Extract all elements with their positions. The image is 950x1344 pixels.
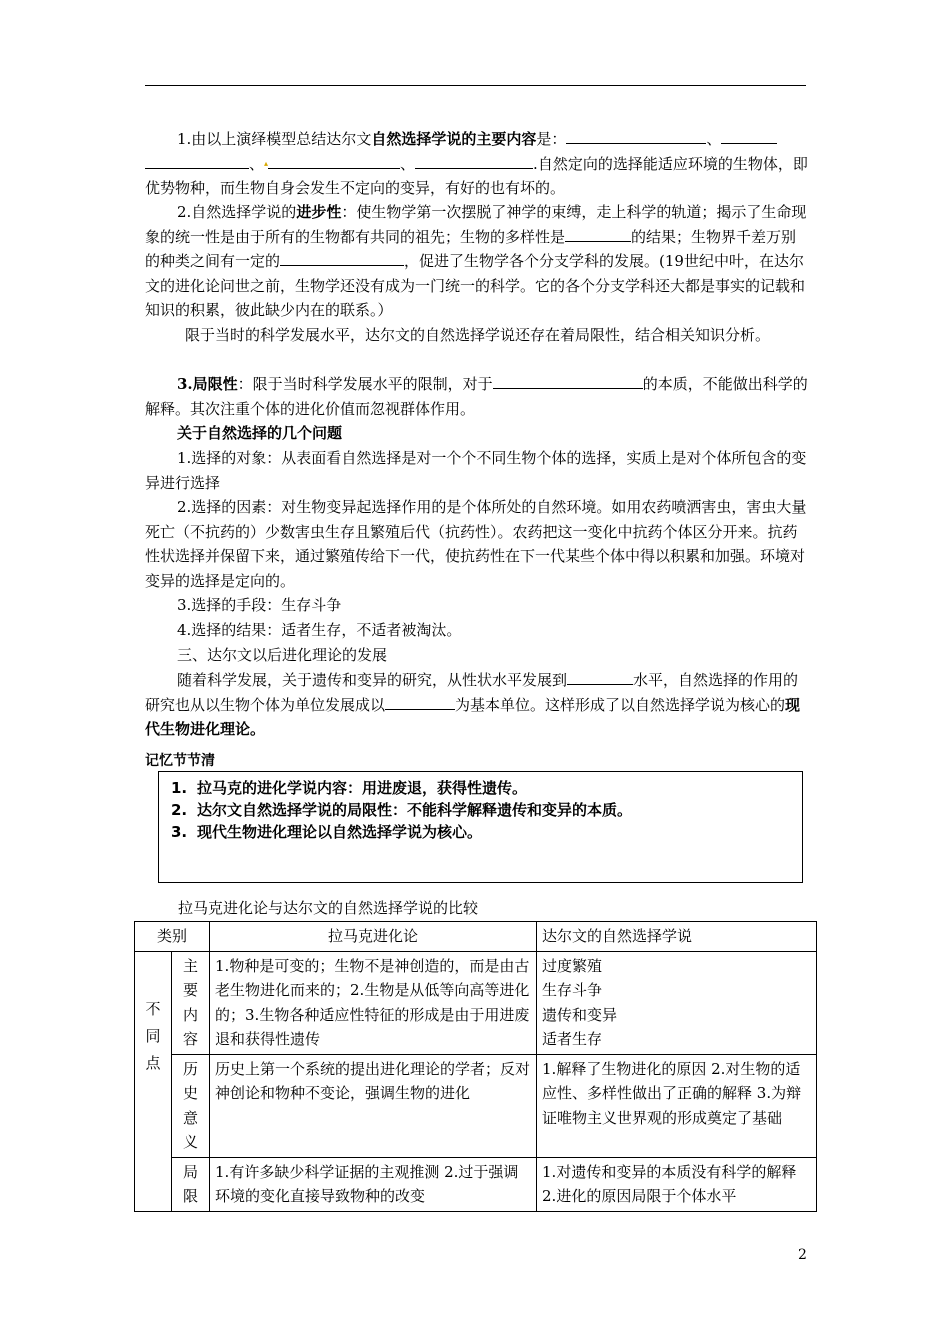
- memo-text: 现代生物进化理论以自然选择学说为核心。: [197, 823, 483, 841]
- darwin-point: 生存斗争: [542, 981, 603, 999]
- page-number: 2: [798, 1247, 807, 1263]
- paragraph-limitation-intro: 限于当时的科学发展水平，达尔文的自然选择学说还存在着局限性，结合相关知识分析。: [185, 326, 771, 344]
- darwin-cell: 1.对遗传和变异的本质没有科学的解释 2.进化的原因局限于个体水平: [537, 1157, 817, 1211]
- text: 的结果；生物界千差万别的种类之间有一定的: [145, 227, 797, 270]
- bold-text: 自然选择学说的主要内容: [371, 130, 537, 148]
- memo-number: 3.: [171, 823, 188, 841]
- section-title: 关于自然选择的几个问题: [177, 424, 343, 442]
- lamarck-cell: 1.有许多缺少科学证据的主观推测 2.过于强调环境的变化直接导致物种的改变: [210, 1157, 537, 1211]
- darwin-point: 适者生存: [542, 1030, 603, 1048]
- row-label-cell: [172, 1157, 210, 1211]
- header-darwin: 达尔文的自然选择学说: [537, 922, 817, 952]
- answer-blank[interactable]: [280, 251, 404, 266]
- text: 、: [249, 154, 265, 173]
- table-row: [135, 951, 817, 1054]
- text: ，促进了生物学各个分支学科的发展。(19世纪中叶，在达尔文的进化论问世之前，生物学还没有成为一门统一的科学。它的各个分支学科还大都是事实的记载和知识的积累，彼此缺少内在的联系。）: [145, 252, 806, 319]
- bold-text: 现代生物进化理论。: [145, 695, 801, 738]
- bold-text: 3.局限性: [177, 375, 238, 393]
- group-label-cell: [135, 951, 172, 1211]
- darwin-point: 过度繁殖: [542, 956, 603, 975]
- darwin-cell: 1.解释了生物进化的原因 2.对生物的适应性、多样性做出了正确的解释 3.为辩证唯物主义世界观的形成奠定了基础: [537, 1054, 817, 1157]
- text: 、: [400, 154, 416, 173]
- answer-blank[interactable]: [566, 129, 706, 144]
- list-item: 3.选择的手段：生存斗争: [177, 596, 342, 614]
- list-item: 2.选择的因素：对生物变异起选择作用的是个体所处的自然环境。如用农药喷洒害虫，害虫大量死亡（不抗药的）少数害虫生存且繁殖后代（抗药性）。农药把这一变化中抗药个体区分开来。抗药性状选择并保留下来，通过繁殖传给下一代，使抗药性在下一代某些个体中得以积累和加强。环境对变异的选择是定向的。: [145, 498, 807, 590]
- text: 随着科学发展，关于遗传和变异的研究，从性状水平发展到: [177, 671, 568, 689]
- lamarck-cell: 1.物种是可变的；生物不是神创造的，而是由古老生物进化而来的；2.生物是从低等向高等进化的；3.生物各种适应性特征的形成是由于用进废退和获得性遗传: [210, 951, 537, 1054]
- text: 为基本单位。这样形成了以自然选择学说为核心的: [455, 695, 786, 714]
- memo-item: [171, 777, 802, 799]
- paragraph-modern-theory: [145, 668, 811, 742]
- text: ：限于当时科学发展水平的限制，对于: [237, 375, 493, 393]
- memo-item: [171, 821, 802, 843]
- memo-item: [171, 799, 802, 821]
- darwin-point: 遗传和变异: [542, 1005, 618, 1024]
- list-item: 4.选择的结果：适者生存，不适者被淘汰。: [177, 621, 462, 639]
- row-label: 历史意义: [182, 1059, 198, 1151]
- text: ：使生物学第一次摆脱了神学的束缚，走上科学的轨道；揭示了生命现象的统一性是由于所有的生物都有共同的祖先；生物的多样性是: [145, 203, 807, 246]
- memo-number: 1.: [171, 779, 188, 797]
- table-row: [135, 1054, 817, 1157]
- paragraph-progressiveness: [145, 200, 811, 323]
- answer-blank[interactable]: [567, 670, 633, 685]
- section-heading: 三、达尔文以后进化理论的发展: [177, 646, 388, 664]
- memo-number: 2.: [171, 801, 188, 819]
- memo-text: 拉马克的进化学说内容：用进废退，获得性遗传。: [197, 779, 528, 797]
- header-lamarck: 拉马克进化论: [210, 922, 537, 952]
- answer-blank[interactable]: [415, 154, 533, 169]
- text: 水平，自然选择的作用的研究也从以生物个体为单位发展成以: [145, 671, 799, 714]
- answer-blank[interactable]: [565, 227, 631, 242]
- comparison-table: [134, 921, 817, 1212]
- header-rule: [145, 85, 806, 86]
- text: 的本质，不能做出科学的解释。其次注重个体的进化价值而忽视群体作用。: [145, 375, 808, 418]
- list-item: 1.选择的对象：从表面看自然选择是对一个个不同生物个体的选择，实质上是对个体所包含的变异进行选择: [145, 449, 807, 492]
- row-label: 局限: [182, 1162, 198, 1205]
- row-label-cell: [172, 951, 210, 1054]
- answer-blank[interactable]: [145, 154, 249, 169]
- header-category: 类别: [135, 922, 210, 952]
- paragraph-main-content: [145, 127, 811, 201]
- mark-dot: ▴: [264, 158, 269, 168]
- answer-blank[interactable]: [721, 129, 777, 144]
- text: 2.自然选择学说的: [177, 203, 297, 221]
- answer-blank[interactable]: [493, 374, 643, 389]
- bold-text: 进步性: [296, 203, 342, 221]
- group-label: 不同点: [145, 999, 161, 1072]
- paragraph-limitation: [145, 372, 811, 421]
- row-label-cell: [172, 1054, 210, 1157]
- row-label: 主要内容: [182, 956, 198, 1048]
- text: 是：: [536, 130, 567, 148]
- lamarck-cell: 历史上第一个系统的提出进化理论的学者；反对神创论和物种不变论，强调生物的进化: [210, 1054, 537, 1157]
- memo-title: 记忆节节清: [145, 753, 215, 769]
- memo-box: [158, 771, 803, 883]
- text: .自然定向的选择能适应环境的生物体，即优势物种，而生物自身会发生不定向的变异，有好的也有坏的。: [145, 154, 808, 197]
- text: 1.由以上演绎模型总结达尔文: [177, 130, 372, 148]
- memo-text: 达尔文自然选择学说的局限性：不能科学解释遗传和变异的本质。: [197, 801, 633, 819]
- answer-blank[interactable]: [268, 154, 400, 169]
- table-row: [135, 1157, 817, 1211]
- darwin-cell: [537, 951, 817, 1054]
- answer-blank[interactable]: [385, 695, 455, 710]
- text: 、: [706, 130, 722, 148]
- table-header-row: [135, 922, 817, 952]
- table-caption: 拉马克进化论与达尔文的自然选择学说的比较: [178, 899, 479, 917]
